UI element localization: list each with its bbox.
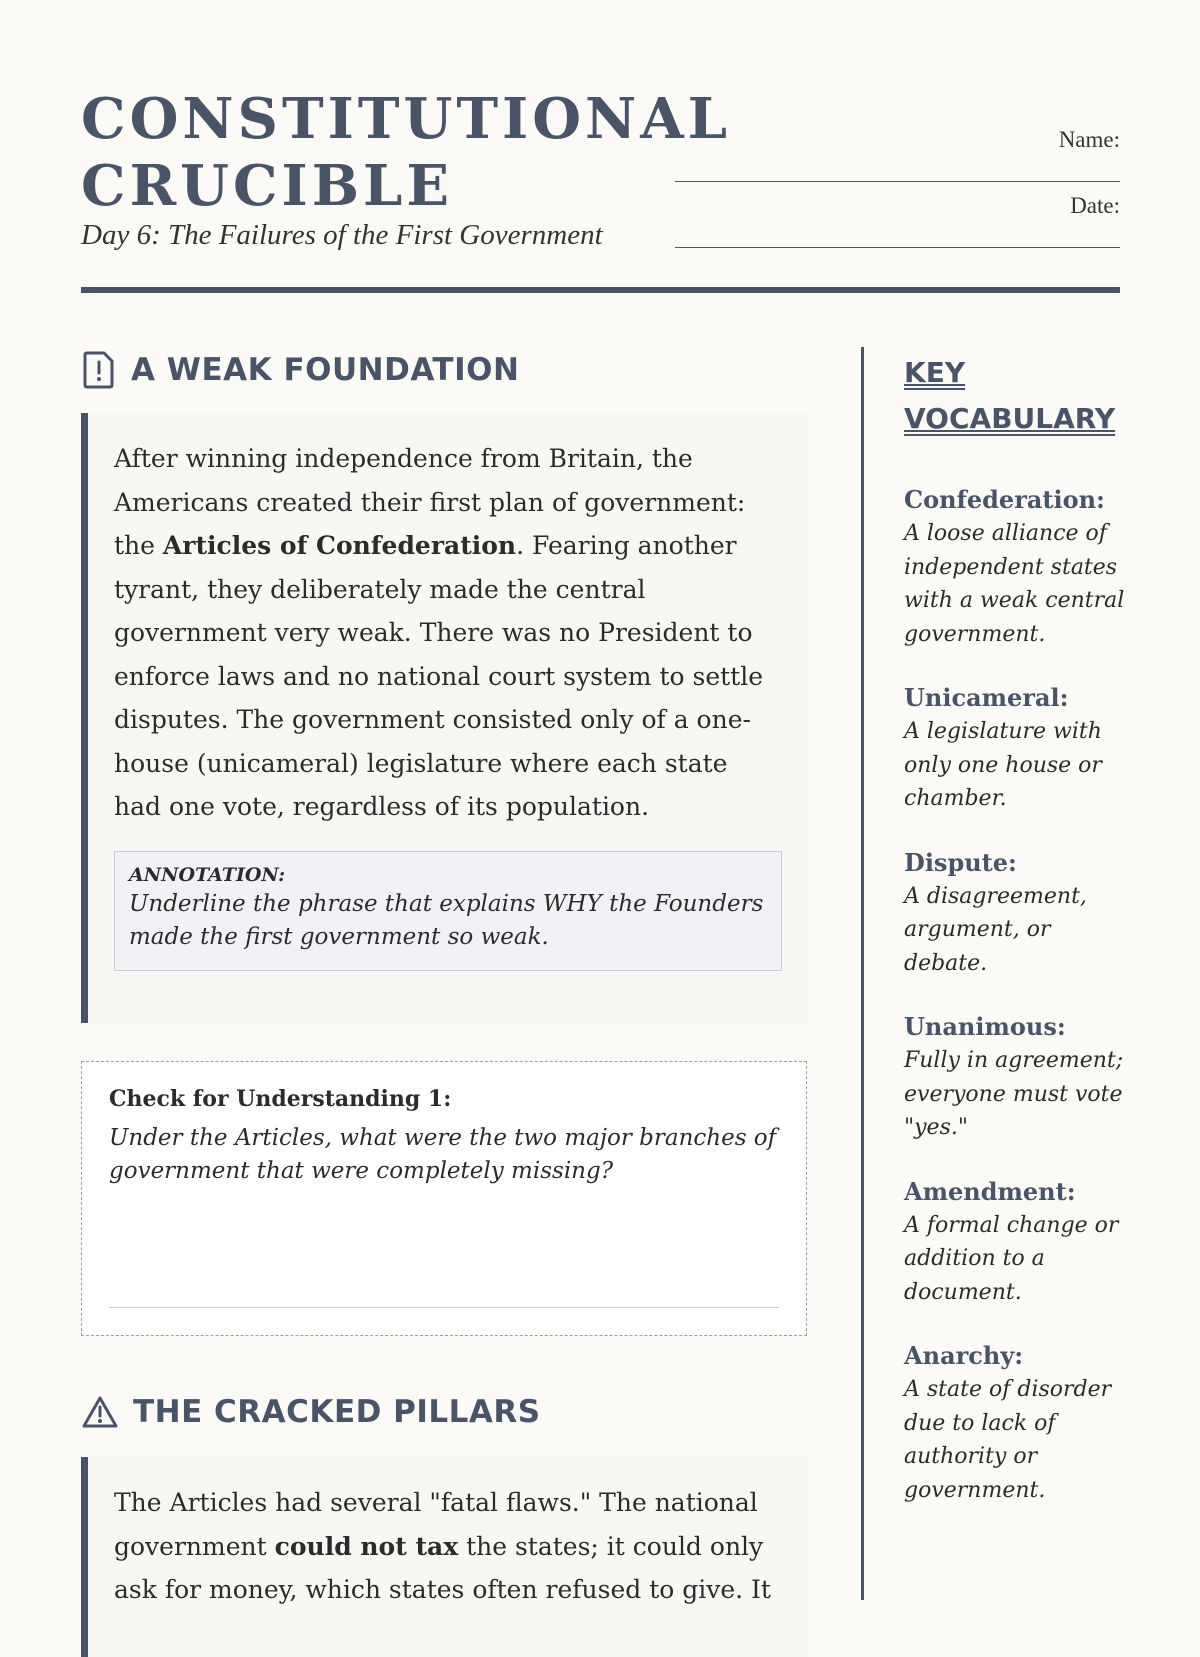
annotation-label: ANNOTATION: (129, 863, 286, 886)
vocabulary-title: KEY VOCABULARY (904, 356, 1116, 435)
vocab-term: Amendment: (904, 1176, 1076, 1206)
section-heading-cracked-pillars (81, 1394, 541, 1430)
key-term: could not tax (274, 1531, 459, 1561)
vocab-definition: A legislature with only one house or chamber. (904, 719, 1102, 811)
vocab-item (904, 1175, 1134, 1310)
warning-triangle-icon (81, 1394, 119, 1430)
check-label: Check for Understanding 1: (109, 1086, 452, 1112)
reading-paragraph: The Articles had several "fatal flaws." The national government could not tax the states; it could only ask for money, which states often refused to give. It (114, 1488, 771, 1604)
check-question: Under the Articles, what were the two major branches of government that were completely missing? (109, 1125, 777, 1184)
reading-card-weak-foundation (81, 413, 808, 1023)
reading-card-cracked-pillars (81, 1457, 808, 1657)
vocab-term: Confederation: (904, 485, 1105, 514)
vocab-item (904, 846, 1134, 981)
annotation-box (114, 851, 782, 971)
title-line-2: CRUCIBLE (81, 153, 454, 219)
date-label: Date: (1070, 193, 1120, 218)
vocab-item (904, 681, 1134, 816)
name-line[interactable] (675, 181, 1120, 182)
vocab-definition: A loose alliance of independent states with a weak central government. (904, 521, 1125, 647)
vocab-item (904, 1010, 1134, 1145)
vocab-definition: A disagreement, argument, or debate. (904, 883, 1087, 976)
alert-document-icon (81, 350, 117, 390)
page-title (81, 86, 731, 220)
section-heading-text: A WEAK FOUNDATION (131, 352, 520, 388)
vocab-definition: A formal change or addition to a document. (904, 1212, 1119, 1305)
title-line-1: CONSTITUTIONAL (81, 86, 732, 152)
page-subtitle: Day 6: The Failures of the First Government (81, 219, 603, 251)
date-line[interactable] (675, 247, 1120, 248)
header-divider (81, 287, 1120, 293)
vocabulary-list (904, 483, 1134, 1537)
annotation-text: Underline the phrase that explains WHY the Founders made the first government so weak. (129, 890, 764, 950)
key-term: Articles of Confederation (162, 531, 517, 560)
name-label: Name: (1058, 127, 1120, 152)
vocab-term: Unanimous: (904, 1012, 1066, 1041)
reading-paragraph: After winning independence from Britain, the Americans created their first plan of government: the Articles of Confederation. Fearing another tyrant, they deliberately made the central government very weak. There was no President to enforce laws and no national court system to settle disputes. The government consisted only of a one-house (unicameral) legislature where each state had one vote, regardless of its population. (114, 444, 763, 821)
vocab-item (904, 483, 1134, 651)
section-heading-text: THE CRACKED PILLARS (133, 1394, 541, 1430)
vocab-term: Anarchy: (904, 1341, 1024, 1370)
vocab-definition: Fully in agreement; everyone must vote "yes." (904, 1048, 1124, 1140)
vocab-term: Unicameral: (904, 683, 1069, 712)
answer-line[interactable] (109, 1307, 779, 1308)
section-heading-weak-foundation (81, 350, 519, 390)
vocab-definition: A state of disorder due to lack of authority or government. (904, 1377, 1112, 1503)
date-field[interactable] (675, 193, 1120, 248)
vocab-term: Dispute: (904, 847, 1017, 877)
name-field[interactable] (675, 127, 1120, 182)
check-for-understanding-1 (81, 1061, 807, 1336)
column-divider (861, 347, 864, 1600)
vocab-item (904, 1339, 1134, 1507)
